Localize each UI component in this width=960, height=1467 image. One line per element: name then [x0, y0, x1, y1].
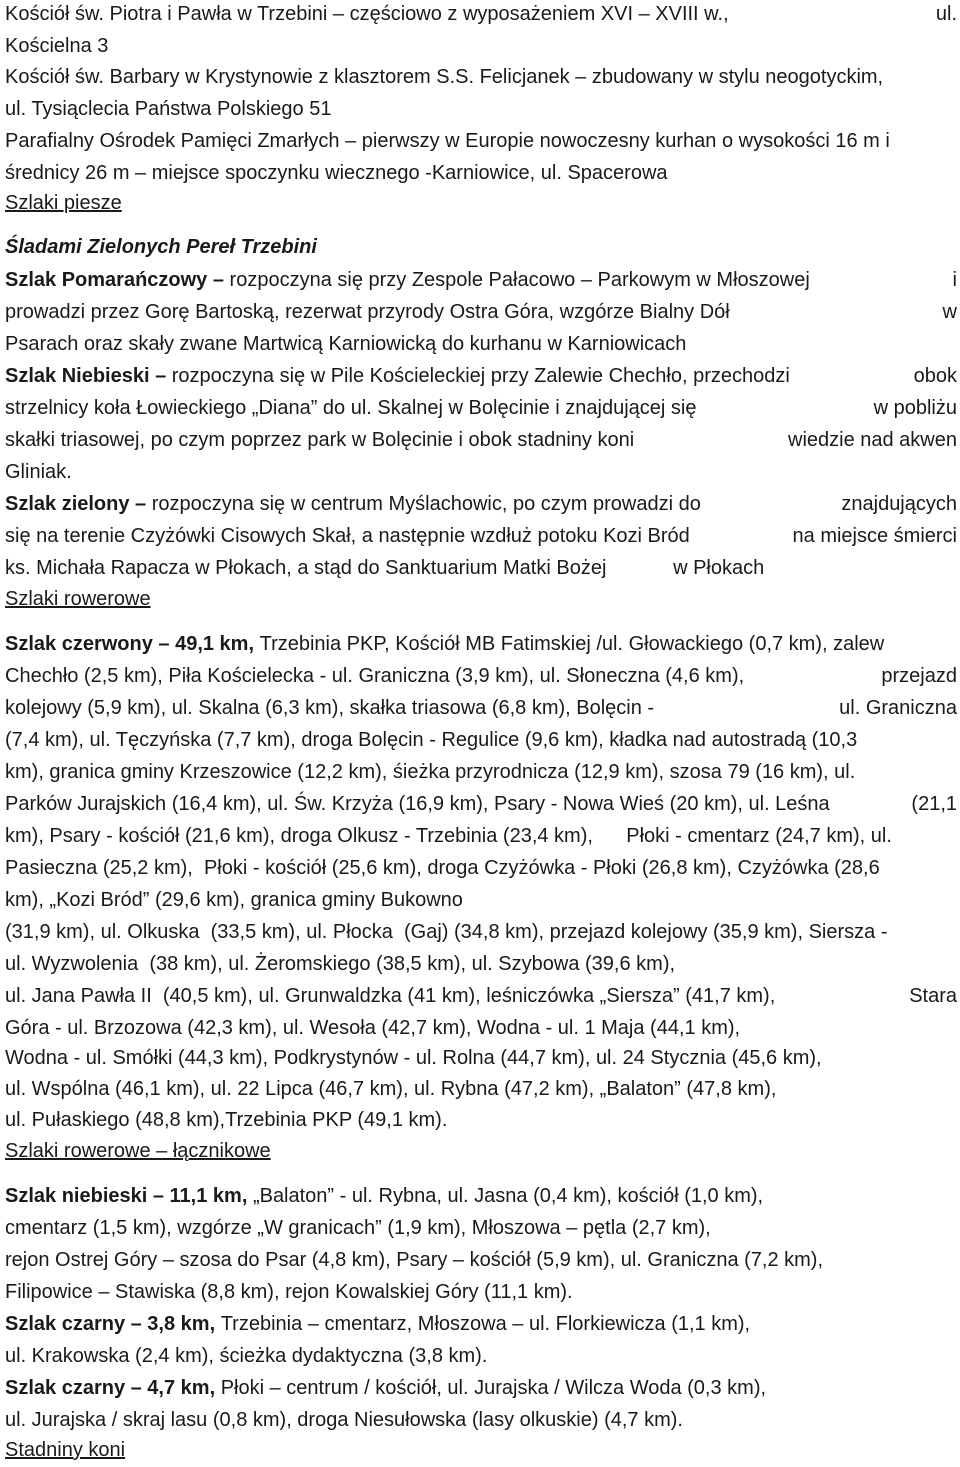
trail-name: Szlak Pomarańczowy –	[5, 269, 230, 291]
text-line	[5, 760, 957, 784]
text-line	[5, 792, 957, 816]
text-line	[5, 920, 957, 944]
text-segment: ul. Krakowska (2,4 km), ścieżka dydaktyczna (3,8 km).	[5, 1345, 488, 1367]
text-segment: prowadzi przez Gorę Bartoską, rezerwat przyrody Ostra Góra, wzgórze Bialny Dół	[5, 301, 730, 323]
text-line	[5, 1280, 957, 1304]
text-segment: ul. Jana Pawła II (40,5 km), ul. Grunwaldzka (41 km), leśniczówka „Siersza” (41,7 km),	[5, 985, 776, 1007]
text-segment: ul.	[935, 3, 957, 25]
text-line	[5, 856, 957, 880]
text-line	[5, 632, 957, 656]
text-segment: rozpoczyna się w centrum Myślachowic, po czym prowadzi do	[151, 493, 701, 515]
text-line	[5, 556, 957, 580]
text-segment: rozpoczyna się przy Zespole Pałacowo – Parkowym w Młoszowej	[229, 269, 810, 291]
text-line	[5, 728, 957, 752]
text-segment: Psarach oraz skały zwane Martwicą Karniowicką do kurhanu w Karniowicach	[5, 333, 687, 355]
text-segment: Płoki – centrum / kościół, ul. Jurajska / Wilcza Woda (0,3 km),	[220, 1377, 767, 1399]
text-segment: Parafialny Ośrodek Pamięci Zmarłych – pierwszy w Europie nowoczesny kurhan o wysokości 16 m i	[5, 130, 890, 152]
text-segment: Kościół św. Barbary w Krystynowie z klasztorem S.S. Felicjanek – zbudowany w stylu neogotyckim,	[5, 66, 884, 88]
text-line	[5, 97, 957, 121]
text-segment: Śladami Zielonych Pereł Trzebini	[5, 236, 317, 258]
text-line	[5, 888, 957, 912]
text-segment: Wodna - ul. Smółki (44,3 km), Podkrystynów - ul. Rolna (44,7 km), ul. 24 Stycznia (45,6 km),	[5, 1047, 822, 1069]
trail-name: Szlak czarny – 3,8 km,	[5, 1313, 221, 1335]
section-heading	[5, 1438, 957, 1462]
text-line	[5, 824, 957, 848]
text-line	[5, 1344, 957, 1368]
text-line	[5, 332, 957, 356]
text-line	[5, 300, 957, 324]
text-line	[5, 492, 957, 516]
text-segment: km), Psary - kościół (21,6 km), droga Olkusz - Trzebinia (23,4 km), Płoki - cmentarz (24,7 km), ul.	[5, 825, 892, 847]
text-segment: średnicy 26 m – miejsce spoczynku wiecznego -Karniowice, ul. Spacerowa	[5, 162, 668, 184]
text-segment: Kościelna 3	[5, 35, 109, 57]
text-segment: przejazd	[881, 665, 957, 687]
text-segment: Góra - ul. Brzozowa (42,3 km), ul. Wesoła (42,7 km), Wodna - ul. 1 Maja (44,1 km),	[5, 1017, 741, 1039]
text-segment: rozpoczyna się w Pile Kościeleckiej przy Zalewie Chechło, przechodzi	[171, 365, 790, 387]
text-segment: ul. Pułaskiego (48,8 km),Trzebinia PKP (49,1 km).	[5, 1109, 448, 1131]
text-line	[5, 664, 957, 688]
text-line	[5, 1184, 957, 1208]
text-segment: km), „Kozi Bród” (29,6 km), granica gminy Bukowno	[5, 889, 463, 911]
text-line	[5, 428, 957, 452]
text-segment: skałki triasowej, po czym poprzez park w Bolęcinie i obok stadniny koni	[5, 429, 635, 451]
text-line	[5, 1108, 957, 1132]
text-line	[5, 1376, 957, 1400]
trail-name: Szlak Niebieski –	[5, 365, 172, 387]
text-line	[5, 524, 957, 548]
trail-name: Szlak czerwony – 49,1 km,	[5, 633, 260, 655]
text-line	[5, 65, 957, 89]
text-line	[5, 129, 957, 153]
text-line	[5, 460, 957, 484]
section-heading	[5, 1139, 957, 1163]
text-segment: i	[952, 269, 957, 291]
text-segment: „Balaton” - ul. Rybna, ul. Jasna (0,4 km), kościół (1,0 km),	[252, 1185, 764, 1207]
text-segment: w pobliżu	[873, 397, 957, 419]
text-segment: ul. Wyzwolenia (38 km), ul. Żeromskiego (38,5 km), ul. Szybowa (39,6 km),	[5, 953, 676, 975]
text-segment: obok	[913, 365, 957, 387]
text-segment: Parków Jurajskich (16,4 km), ul. Św. Krzyża (16,9 km), Psary - Nowa Wieś (20 km), ul. Leśna	[5, 793, 830, 815]
text-line	[5, 1312, 957, 1336]
text-segment: ks. Michała Rapacza w Płokach, a stąd do Sanktuarium Matki Bożej w Płokach	[5, 557, 765, 579]
trail-name: Szlak niebieski – 11,1 km,	[5, 1185, 253, 1207]
text-segment: Filipowice – Stawiska (8,8 km), rejon Kowalskiej Góry (11,1 km).	[5, 1281, 573, 1303]
text-segment: kolejowy (5,9 km), ul. Skalna (6,3 km), skałka triasowa (6,8 km), Bolęcin -	[5, 697, 655, 719]
text-line	[5, 696, 957, 720]
text-segment: rejon Ostrej Góry – szosa do Psar (4,8 km), Psary – kościół (5,9 km), ul. Graniczna (7,2 km),	[5, 1249, 824, 1271]
text-segment: Szlaki piesze	[5, 192, 122, 214]
text-segment: znajdujących	[841, 493, 957, 515]
text-segment: ul. Tysiąclecia Państwa Polskiego 51	[5, 98, 332, 120]
text-segment: km), granica gminy Krzeszowice (12,2 km), śieżka przyrodnicza (12,9 km), szosa 79 (16 km), ul.	[5, 761, 856, 783]
text-segment: Pasieczna (25,2 km), Płoki - kościół (25,6 km), droga Czyżówka - Płoki (26,8 km), Czyżówka (28,6	[5, 857, 880, 879]
text-line	[5, 1216, 957, 1240]
text-line	[5, 1016, 957, 1040]
text-segment: cmentarz (1,5 km), wzgórze „W granicach” (1,9 km), Młoszowa – pętla (2,7 km),	[5, 1217, 711, 1239]
text-segment: Kościół św. Piotra i Pawła w Trzebini – częściowo z wyposażeniem XVI – XVIII w.,	[5, 3, 729, 25]
text-segment: Stadniny koni	[5, 1439, 126, 1461]
text-line	[5, 268, 957, 292]
text-segment: wiedzie nad akwen	[788, 429, 957, 451]
text-segment: strzelnicy koła Łowieckiego „Diana” do ul. Skalnej w Bolęcinie i znajdującej się	[5, 397, 697, 419]
text-line	[5, 1248, 957, 1272]
text-segment: ul. Graniczna	[839, 697, 957, 719]
text-segment: ul. Jurajska / skraj lasu (0,8 km), droga Niesułowska (lasy olkuskie) (4,7 km).	[5, 1409, 683, 1431]
text-line	[5, 161, 957, 185]
text-segment: Szlaki rowerowe – łącznikowe	[5, 1140, 271, 1162]
text-segment: w	[942, 301, 957, 323]
text-segment: (21,1	[911, 793, 957, 815]
text-segment: Trzebinia PKP, Kościół MB Fatimskiej /ul. Głowackiego (0,7 km), zalew	[259, 633, 885, 655]
section-heading	[5, 191, 957, 215]
text-segment: Szlaki rowerowe	[5, 588, 151, 610]
text-segment: (7,4 km), ul. Tęczyńska (7,7 km), droga Bolęcin - Regulice (9,6 km), kładka nad autostradą (10,3	[5, 729, 858, 751]
section-heading	[5, 587, 957, 611]
text-segment: (31,9 km), ul. Olkuska (33,5 km), ul. Płocka (Gaj) (34,8 km), przejazd kolejowy (35,9 km), Siersza -	[5, 921, 888, 943]
text-segment: Trzebinia – cmentarz, Młoszowa – ul. Florkiewicza (1,1 km),	[220, 1313, 751, 1335]
text-segment: Gliniak.	[5, 461, 72, 483]
trail-name: Szlak zielony –	[5, 493, 152, 515]
text-line	[5, 984, 957, 1008]
text-line	[5, 2, 957, 26]
text-segment: Chechło (2,5 km), Piła Kościelecka - ul. Graniczna (3,9 km), ul. Słoneczna (4,6 km),	[5, 665, 745, 687]
text-line	[5, 34, 957, 58]
text-segment: na miejsce śmierci	[792, 525, 957, 547]
text-segment: się na terenie Czyżówki Cisowych Skał, a następnie wzdłuż potoku Kozi Bród	[5, 525, 690, 547]
text-line	[5, 396, 957, 420]
text-segment: Stara	[909, 985, 957, 1007]
text-segment: ul. Wspólna (46,1 km), ul. 22 Lipca (46,7 km), ul. Rybna (47,2 km), „Balaton” (47,8 km),	[5, 1078, 777, 1100]
text-line	[5, 364, 957, 388]
text-line	[5, 952, 957, 976]
text-line	[5, 1077, 957, 1101]
subsection-heading	[5, 235, 957, 259]
text-line	[5, 1046, 957, 1070]
text-line	[5, 1408, 957, 1432]
trail-name: Szlak czarny – 4,7 km,	[5, 1377, 221, 1399]
